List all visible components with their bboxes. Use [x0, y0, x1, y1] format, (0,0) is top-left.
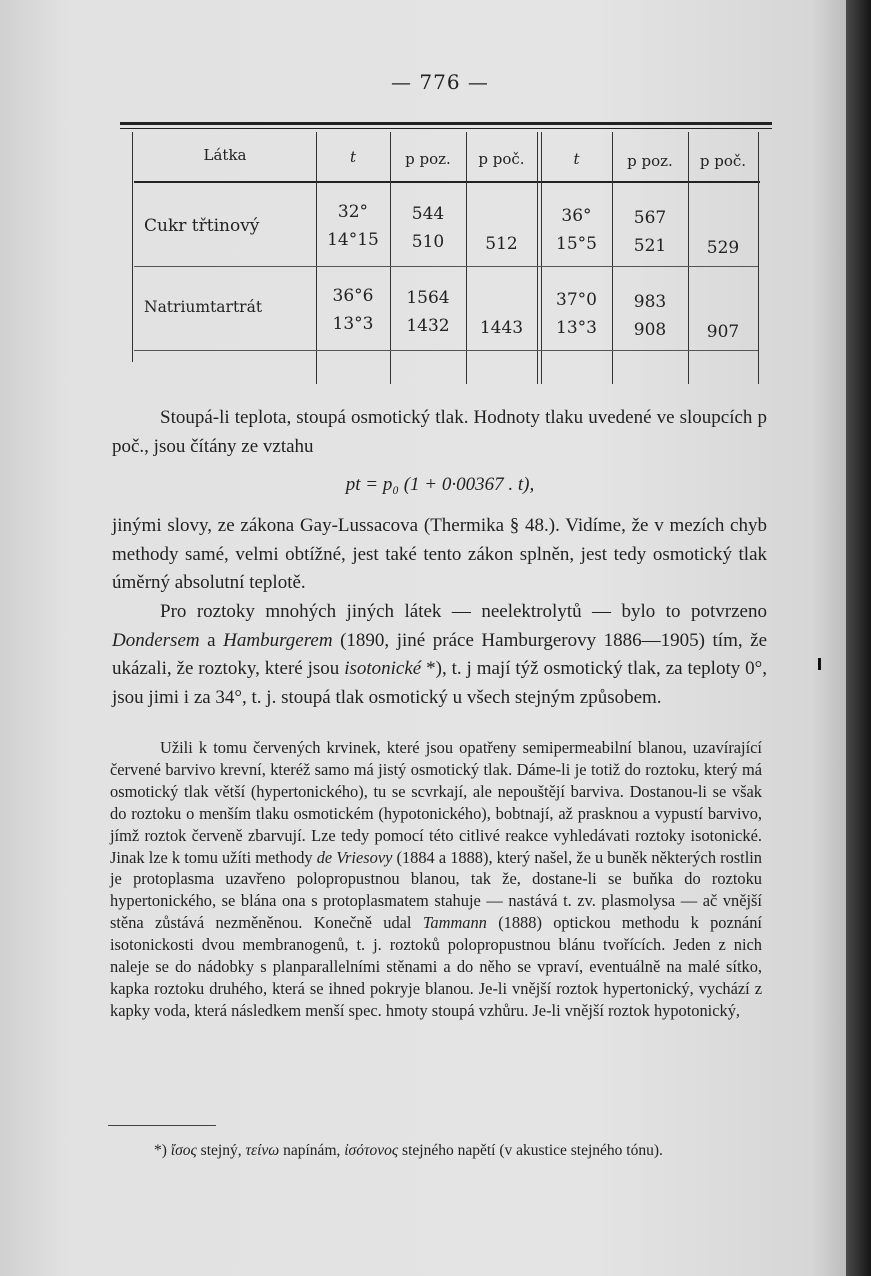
name-tammann: Tammann — [422, 913, 487, 933]
paragraph-3 — [112, 598, 767, 712]
table-vline — [537, 132, 538, 384]
paragraph-3-text: (1890, jiné práce Hamburgerovy 1886—1905) tím, že ukázali, že roztoky, které jsou — [112, 629, 768, 680]
table-row-rule — [134, 350, 758, 351]
paragraph-1 — [112, 404, 767, 461]
table-top-rule-thin — [120, 128, 772, 129]
header-t1: t — [349, 148, 357, 166]
formula: pt = p₀ (1 + 0·00367 . t), — [345, 474, 535, 495]
row1-ppoc2: 529 — [706, 238, 740, 258]
footnote-mark: *) — [154, 1142, 167, 1159]
greek-word: ἰσότονος — [344, 1142, 399, 1159]
header-ppoc1: p poč. — [478, 150, 525, 168]
row1-t2-a: 36° — [561, 206, 592, 226]
paragraph-1-text: Stoupá-li teplota, stoupá osmotický tlak. Hodnoty tlaku uvedené ve sloupcích p poč., jsou čítány ze vztahu — [112, 407, 767, 457]
footnote-text: stejný, — [196, 1142, 246, 1159]
table-header-rule — [134, 181, 760, 183]
name-hamburger: Hamburgerem — [223, 629, 333, 651]
greek-word: τείνω — [245, 1142, 280, 1159]
table-row-rule — [134, 266, 758, 267]
page-number: — 776 — — [391, 70, 489, 94]
header-ppoz2: p poz. — [627, 152, 673, 170]
paragraph-4 — [110, 737, 762, 1022]
osmotic-pressure-table — [120, 118, 772, 383]
paragraph-4-text: (1888) optickou methodu k poznání isotonickosti dvou membranogenů, t. j. roztoků polopropustnou blánu tvořících. Jeden z nich naleje se do nádobky s planparallelními stěnami a do něho se vpraví, eventuálně na malé sítko, kapka roztoku druhého, která se ihned pokryje blanou. Je-li vnější roztok hypertonický, vychází z kapky voda, která následkem menší spec. hmoty stoupá vzhůru. Je-li vnější roztok hypotonický, — [110, 913, 762, 1020]
name-donders: Dondersem — [112, 629, 200, 651]
paragraph-3-text: Pro roztoky mnohých jiných látek — neelektrolytů — bylo to potvrzeno — [160, 601, 767, 622]
term-isotonic: isotonické — [344, 658, 422, 680]
paragraph-3-text: *), t. j mají týž osmotický tlak, za teploty 0°, jsou jimi i za 34°, t. j. stoupá tlak osmotický u všech stejným způsobem. — [112, 658, 767, 708]
row2-ppoz1-b: 1432 — [406, 316, 450, 336]
table-vline — [316, 132, 317, 384]
row2-t2-a: 37°0 — [556, 290, 597, 310]
row1-t1-b: 14°15 — [327, 230, 379, 250]
header-ppoc2: p poč. — [699, 152, 747, 170]
row2-ppoz2-a: 983 — [633, 292, 667, 312]
header-substance: Látka — [203, 146, 247, 164]
row1-t2-b: 15°5 — [556, 234, 597, 254]
table-top-rule — [120, 122, 772, 125]
row1-t1-a: 32° — [337, 202, 369, 222]
row1-substance: Cukr třtinový — [144, 216, 260, 236]
margin-mark — [818, 658, 821, 670]
row2-t1-b: 13°3 — [332, 314, 374, 334]
name-de-vries: de Vriesovy — [316, 847, 393, 867]
row2-ppoz1-a: 1564 — [406, 288, 450, 308]
row1-ppoz1-a: 544 — [411, 204, 445, 224]
row2-substance: Natriumtartrát — [144, 298, 263, 316]
table-vline — [132, 132, 133, 362]
footnote-text: napínám, — [279, 1142, 345, 1159]
footnote-rule — [108, 1125, 216, 1126]
paragraph-2: jinými slovy, ze zákona Gay-Lussacova (Thermika § 48.). Vidíme, že v mezích chyb methody samé, velmi obtížné, jest také tento zákon splněn, jest tedy osmotický tlak úměrný absolutní teplotě. — [112, 515, 767, 594]
row2-t2-b: 13°3 — [556, 318, 597, 338]
table-vline — [541, 132, 542, 384]
paragraph-4-text: Užili k tomu červených krvinek, které jsou opatřeny semipermeabilní blanou, uzavírající červené barvivo krevní, kteréž samo má jistý osmotický tlak. Dáme-li je totiž do roztoku, který má osmotický tlak větší (hypertonického), tu se scvrkají, ale nepouštějí barviva. Dostanou-li se však do roztoku o menším tlaku osmotickém (hypotonického), bobtnají, až prasknou a vypustí barvivo, jímž roztok červeně zbarvují. Lze tedy pomocí této citlivé reakce vyhledávati roztoky isotonické. Jinak lze k tomu užíti methody — [110, 738, 762, 867]
row2-ppoc2: 907 — [706, 322, 740, 342]
table-vline — [390, 132, 391, 384]
row1-ppoz1-b: 510 — [411, 232, 445, 252]
page-edge-shadow — [846, 0, 871, 1276]
row2-t1-a: 36°6 — [332, 286, 374, 306]
row2-ppoc1: 1443 — [479, 318, 524, 338]
header-ppoz1: p poz. — [405, 150, 451, 168]
paragraph-3-text: a — [199, 629, 224, 651]
footnote — [104, 1140, 764, 1162]
table-vline — [758, 132, 759, 384]
row1-ppoz2-b: 521 — [633, 236, 667, 256]
row2-ppoz2-b: 908 — [633, 320, 667, 340]
greek-word: ἴσος — [170, 1142, 197, 1159]
table-vline — [466, 132, 467, 384]
paragraph-4-text: (1884 a 1888), který našel, že u buněk některých rostlin je protoplasma uzavřeno polopropustnou blanou, tak že, dostane-li se buňka do roztoku hypertonického, se blána ona s protoplasmatem stahuje — nastává t. zv. plasmolysa — ač vnější stěna zůstává nezměněnou. Konečně udal — [110, 847, 762, 933]
header-t2: t — [573, 150, 580, 168]
footnote-text: stejného napětí (v akustice stejného tónu). — [398, 1142, 663, 1159]
row1-ppoc1: 512 — [485, 234, 518, 254]
row1-ppoz2-a: 567 — [633, 208, 667, 228]
